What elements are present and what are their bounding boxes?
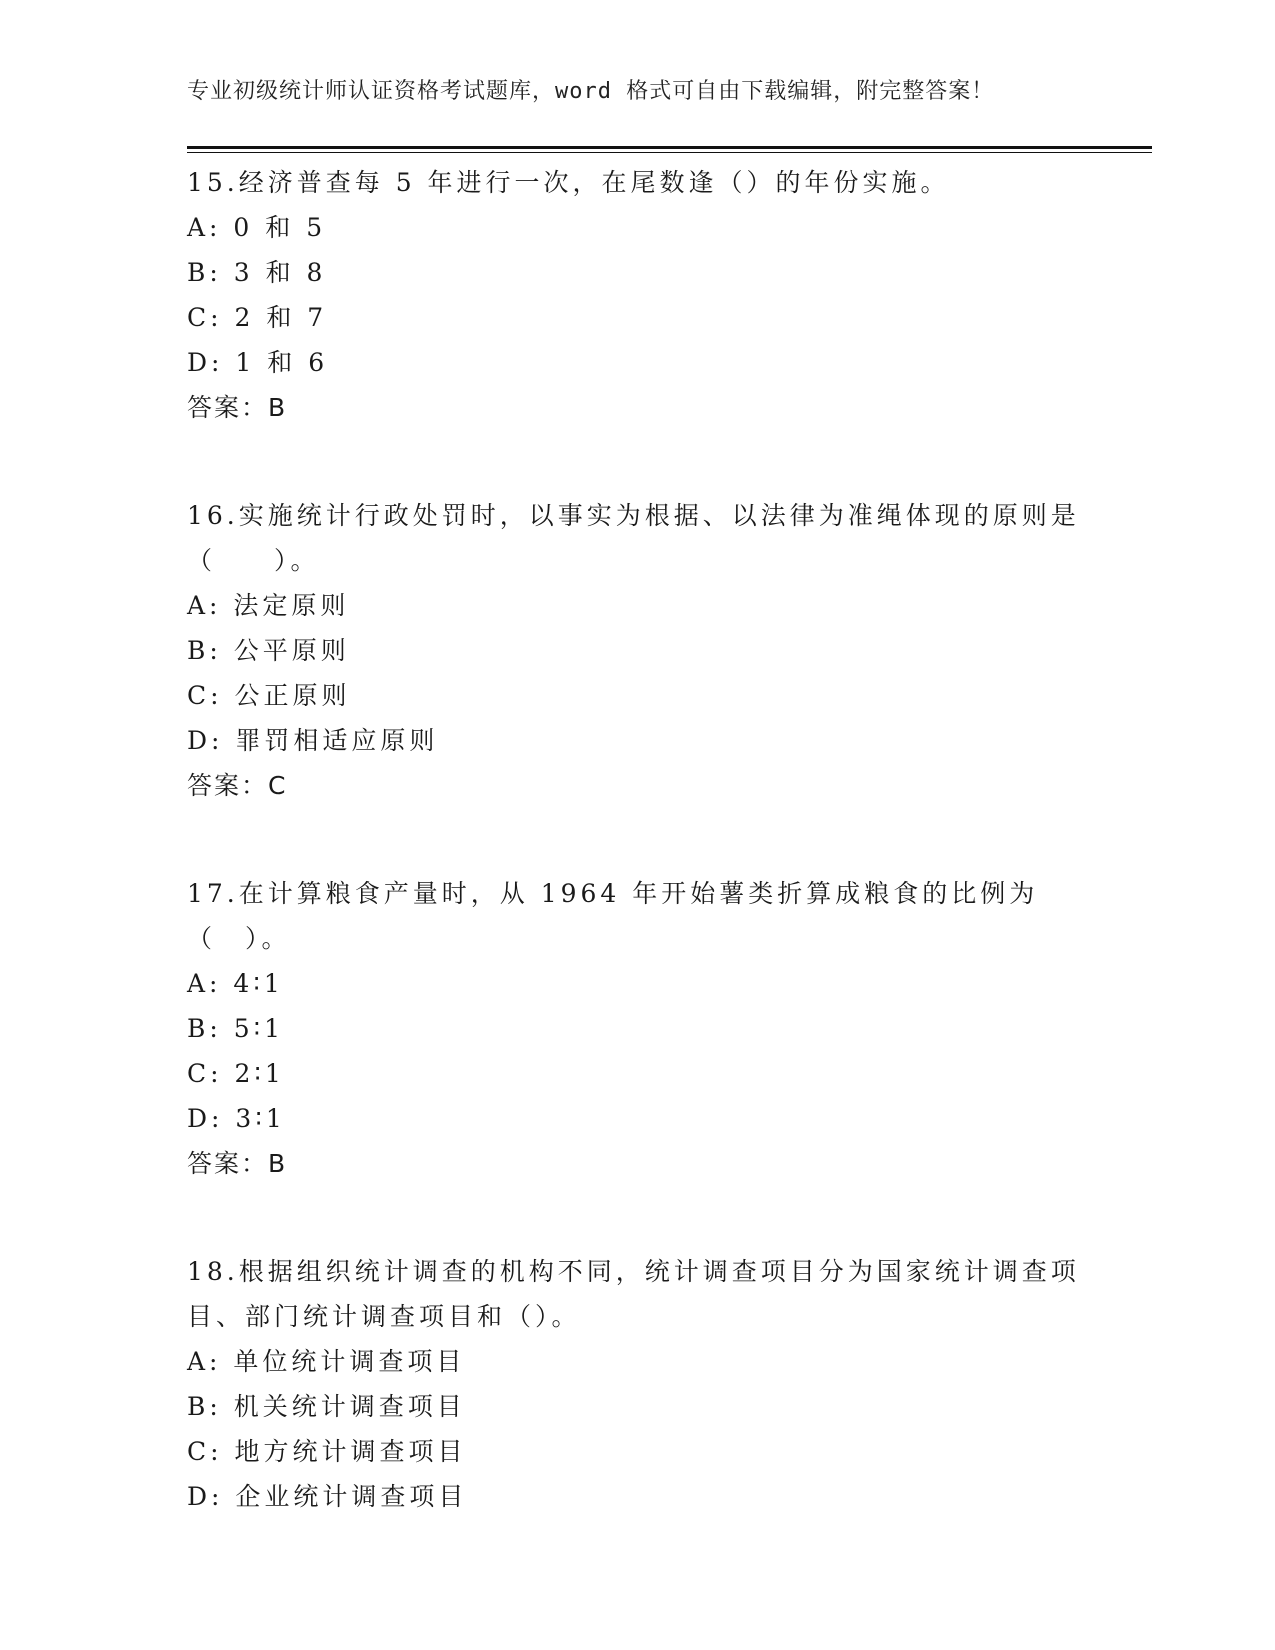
option-b: B: 5∶1 [187, 1014, 285, 1043]
option-b: B: 公平原则 [187, 636, 350, 665]
question-18 [187, 1249, 1087, 1519]
option-c: C: 公正原则 [187, 681, 351, 710]
question-stem: 16.实施统计行政处罚时，以事实为根据、以法律为准绳体现的原则是（ ）。 [187, 501, 1080, 575]
question-stem: 17.在计算粮食产量时，从 1964 年开始薯类折算成粮食的比例为（ ）。 [187, 879, 1039, 953]
option-b: B: 机关统计调查项目 [187, 1392, 466, 1421]
option-d: D: 3∶1 [187, 1104, 286, 1133]
option-a: A: 单位统计调查项目 [187, 1347, 466, 1376]
option-a: A: 法定原则 [187, 591, 350, 620]
question-17 [187, 871, 1087, 1186]
option-a: A: 4∶1 [187, 969, 284, 998]
answer: 答案：B [187, 393, 288, 422]
option-d: D: 罪罚相适应原则 [187, 726, 439, 755]
question-16 [187, 493, 1087, 808]
option-a: A: 0 和 5 [187, 213, 327, 242]
option-c: C: 2∶1 [187, 1059, 285, 1088]
question-15 [187, 160, 1087, 430]
question-stem: 15.经济普查每 5 年进行一次，在尾数逢（）的年份实施。 [187, 168, 950, 197]
option-d: D: 1 和 6 [187, 348, 329, 377]
option-c: C: 地方统计调查项目 [187, 1437, 467, 1466]
answer: 答案：B [187, 1149, 288, 1178]
option-b: B: 3 和 8 [187, 258, 327, 287]
option-c: C: 2 和 7 [187, 303, 328, 332]
header-rule-thick [187, 146, 1152, 149]
question-stem: 18.根据组织统计调查的机构不同，统计调查项目分为国家统计调查项目、部门统计调查项目和（）。 [187, 1257, 1080, 1331]
question-list [187, 160, 1087, 1582]
header-rule-thin [187, 152, 1152, 153]
answer: 答案：C [187, 771, 288, 800]
option-d: D: 企业统计调查项目 [187, 1482, 468, 1511]
page-header: 专业初级统计师认证资格考试题库，word 格式可自由下载编辑，附完整答案！ [187, 79, 995, 104]
